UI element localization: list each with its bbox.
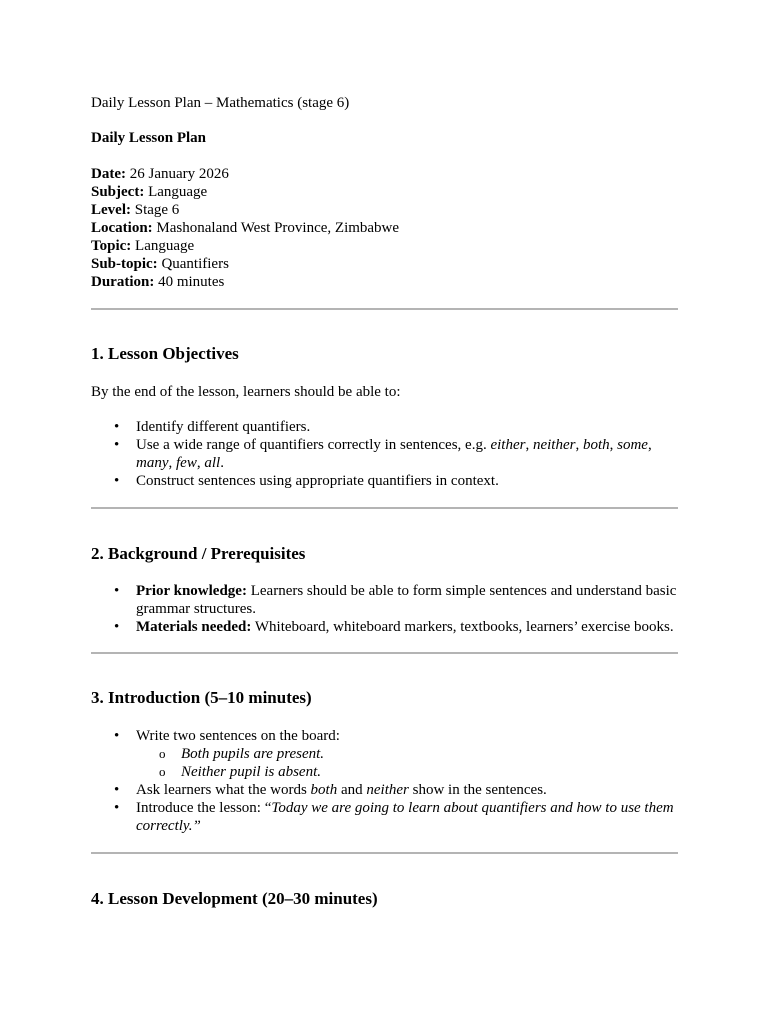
quantifier-term: neither xyxy=(532,437,576,453)
detail-level xyxy=(91,201,399,219)
document-title: Daily Lesson Plan – Mathematics (stage 6) xyxy=(91,95,350,111)
section-divider xyxy=(91,308,678,310)
bullet-icon: • xyxy=(114,782,120,798)
section-divider xyxy=(91,507,678,509)
item-label: Materials needed: xyxy=(136,619,252,635)
quantifier-term: both xyxy=(582,437,610,453)
detail-value: 26 January 2026 xyxy=(125,166,229,182)
section-heading-background: 2. Background / Prerequisites xyxy=(91,544,306,563)
detail-label: Location: xyxy=(91,220,153,236)
quantifier-term: some xyxy=(617,437,648,453)
example-sentences xyxy=(136,745,681,781)
list-item-text: Introduce the lesson: “ xyxy=(136,800,272,816)
plan-title: Daily Lesson Plan xyxy=(91,130,207,146)
separator: , xyxy=(168,455,176,471)
quoted-text: Today we are going to learn about quantifiers and how to use them correctly.” xyxy=(136,800,674,834)
example-sentence xyxy=(159,745,681,763)
list-item xyxy=(114,472,681,490)
bullet-icon: • xyxy=(114,419,120,435)
separator: , xyxy=(647,437,652,453)
detail-label: Subject: xyxy=(91,184,145,200)
objectives-list xyxy=(114,418,681,490)
list-item-text: and xyxy=(337,782,367,798)
introduction-list xyxy=(114,727,681,835)
section-divider xyxy=(91,852,678,854)
section-divider xyxy=(91,652,678,654)
objectives-intro: By the end of the lesson, learners should be able to: xyxy=(91,384,401,400)
detail-subject xyxy=(91,183,399,201)
detail-value: Mashonaland West Province, Zimbabwe xyxy=(152,220,400,236)
separator: , xyxy=(609,437,618,453)
detail-duration xyxy=(91,273,399,291)
detail-label: Topic: xyxy=(91,238,132,254)
detail-value: 40 minutes xyxy=(154,274,225,290)
detail-value: Stage 6 xyxy=(130,202,180,218)
list-item-text: Learners should be able to form simple sentences and understand basic grammar structures. xyxy=(136,583,677,617)
sub-bullet-icon: o xyxy=(159,764,166,779)
list-item-text: Ask learners what the words xyxy=(136,782,311,798)
bullet-icon: • xyxy=(114,437,120,453)
bullet-icon: • xyxy=(114,728,120,744)
list-item-text: show in the sentences. xyxy=(408,782,547,798)
quantifier-term: many xyxy=(136,455,169,471)
list-item xyxy=(114,799,681,835)
separator: , xyxy=(575,437,583,453)
list-item-text: Construct sentences using appropriate quantifiers in context. xyxy=(136,473,499,489)
detail-topic xyxy=(91,237,399,255)
lesson-details xyxy=(91,165,399,291)
bullet-icon: • xyxy=(114,473,120,489)
list-item xyxy=(114,582,681,618)
list-item xyxy=(114,436,681,472)
quantifier-term: either xyxy=(490,437,526,453)
bullet-icon: • xyxy=(114,800,120,816)
detail-subtopic xyxy=(91,255,399,273)
detail-label: Level: xyxy=(91,202,131,218)
list-item-text: Write two sentences on the board: xyxy=(136,728,340,744)
list-item-text: Identify different quantifiers. xyxy=(136,419,311,435)
detail-value: Language xyxy=(144,184,208,200)
list-item-text: Use a wide range of quantifiers correctly in sentences, e.g. xyxy=(136,437,491,453)
detail-value: Quantifiers xyxy=(157,256,229,272)
section-heading-objectives: 1. Lesson Objectives xyxy=(91,344,239,363)
sentence-text: Both pupils are present. xyxy=(181,746,325,762)
separator: , xyxy=(196,455,205,471)
sub-bullet-icon: o xyxy=(159,746,166,761)
section-heading-development: 4. Lesson Development (20–30 minutes) xyxy=(91,889,378,908)
bullet-icon: • xyxy=(114,619,120,635)
item-label: Prior knowledge: xyxy=(136,583,247,599)
section-heading-introduction: 3. Introduction (5–10 minutes) xyxy=(91,688,312,707)
list-item xyxy=(114,618,681,636)
detail-label: Sub-topic: xyxy=(91,256,158,272)
bullet-icon: • xyxy=(114,583,120,599)
detail-label: Duration: xyxy=(91,274,155,290)
detail-location xyxy=(91,219,399,237)
list-item xyxy=(114,781,681,799)
separator: . xyxy=(220,455,224,471)
separator: , xyxy=(525,437,533,453)
list-item xyxy=(114,727,681,781)
quantifier-term: all xyxy=(204,455,221,471)
example-sentence xyxy=(159,763,681,781)
quantifier-term: neither xyxy=(366,782,409,798)
detail-value: Language xyxy=(131,238,195,254)
list-item-text: Whiteboard, whiteboard markers, textbooks, learners’ exercise books. xyxy=(251,619,674,635)
detail-date xyxy=(91,165,399,183)
list-item xyxy=(114,418,681,436)
detail-label: Date: xyxy=(91,166,126,182)
quantifier-term: few xyxy=(176,455,197,471)
background-list xyxy=(114,582,681,636)
quantifier-term: both xyxy=(310,782,338,798)
sentence-text: Neither pupil is absent. xyxy=(181,764,321,780)
